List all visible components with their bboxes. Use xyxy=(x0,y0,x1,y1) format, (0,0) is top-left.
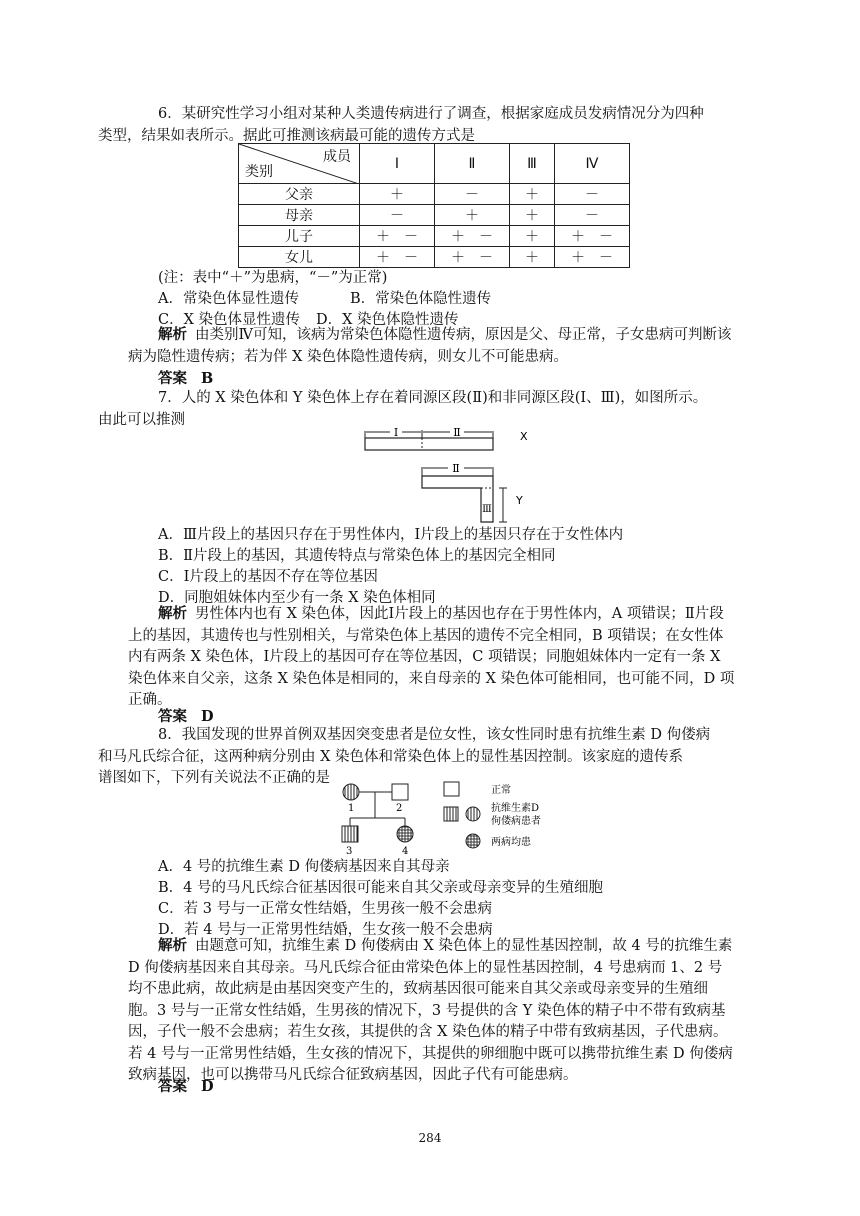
legend-rickets-label-1: 抗维生素D xyxy=(491,803,540,814)
table-row xyxy=(239,205,630,226)
table-cell: － xyxy=(555,184,630,205)
q6-analysis xyxy=(128,324,736,368)
analysis-text: 由类别Ⅳ可知，该病为常染色体隐性遗传病，原因是父、母正常，子女患病可判断该病为隐性遗传病；若为伴 X 染色体隐性遗传病，则女儿不可能患病。 xyxy=(128,327,732,365)
analysis-text: 男性体内也有 X 染色体，因此Ⅰ片段上的基因也存在于男性体内，A 项错误；Ⅱ片段上的基因，其遗传也与性别相关，与常染色体上基因的遗传不完全相同，B 项错误；在女性体内有两条 X 染色体，Ⅰ片段上的基因可存在等位基因，C 项错误；同胞姐妹体内一定有一条 X 染色体来自父亲，这条 X 染色体是相同的，来自母亲的 X 染色体可能相同，也可能不同，D 项正确。 xyxy=(128,606,735,708)
pedigree-chart xyxy=(338,778,558,856)
table-cell: ＋ xyxy=(510,184,555,205)
individual-2-male-normal xyxy=(392,784,408,800)
col-header: Ⅳ xyxy=(555,144,630,184)
individual-4-female-both xyxy=(397,826,413,842)
q7-answer xyxy=(158,705,214,726)
row-label: 父亲 xyxy=(239,184,360,205)
q7-option-d: D．同胞姐妹体内至少有一条 X 染色体相同 xyxy=(158,590,436,606)
number-1: 1 xyxy=(348,803,355,814)
answer-value: D xyxy=(201,708,214,725)
individual-3-male-affected xyxy=(342,826,358,842)
label-segment-I: Ⅰ xyxy=(393,426,399,439)
legend-rickets-label-2: 佝偻病患者 xyxy=(491,816,541,827)
table-cell: ＋ － xyxy=(555,226,630,247)
table-cell: ＋ － xyxy=(435,247,510,268)
page-number: 284 xyxy=(418,1131,442,1145)
legend-both-circle xyxy=(466,834,480,848)
table-row xyxy=(239,247,630,268)
q6-option-b: B．常染色体隐性遗传 xyxy=(350,291,492,307)
analysis-label: 解析 xyxy=(158,326,187,343)
row-label: 母亲 xyxy=(239,205,360,226)
q8-option-b: B．4 号的马凡氏综合征基因很可能来自其父亲或母亲变异的生殖细胞 xyxy=(158,880,603,896)
q8-option-d: D．若 4 号与一正常男性结婚，生女孩一般不会患病 xyxy=(158,922,493,938)
number-3: 3 xyxy=(346,846,353,856)
answer-label: 答案 xyxy=(158,1078,187,1095)
label-segment-II-x: Ⅱ xyxy=(453,426,461,439)
table-cell: ＋ xyxy=(510,226,555,247)
table-cell: － xyxy=(555,205,630,226)
answer-value: B xyxy=(201,370,214,387)
answer-label: 答案 xyxy=(158,370,187,387)
label-X: X xyxy=(520,430,528,443)
table-cell: ＋ － xyxy=(360,247,435,268)
analysis-label: 解析 xyxy=(158,937,187,954)
analysis-text: 由题意可知，抗维生素 D 佝偻病由 X 染色体上的显性基因控制，故 4 号的抗维生素 D 佝偻病基因来自其母亲。马凡氏综合征由常染色体上的显性基因控制，4 号患病而 1、2 号均不患此病，故此病是由基因突变产生的，致病基因很可能来自其父亲或母亲变异的生殖细胞。3 号与一正常女性结婚，生男孩的情况下，3 号提供的含 Y 染色体的精子中不带有致病基因，子代一般不会患病；若生女孩，其提供的含 X 染色体的精子中带有致病基因，子代患病。若 4 号与一正常男性结婚，生女孩的情况下，其提供的卵细胞中既可以携带抗维生素 D 佝偻病致病基因，也可以携带马凡氏综合征致病基因，因此子代有可能患病。 xyxy=(128,938,733,1083)
analysis-label: 解析 xyxy=(158,605,187,622)
q8-answer xyxy=(158,1075,214,1096)
label-segment-III: Ⅲ xyxy=(482,504,492,515)
q7-analysis xyxy=(128,603,736,712)
table-cell: ＋ xyxy=(510,205,555,226)
row-label: 儿子 xyxy=(239,226,360,247)
q6-option-a: A．常染色体显性遗传 xyxy=(158,291,299,307)
row-label: 女儿 xyxy=(239,247,360,268)
header-category: 类别 xyxy=(245,164,273,180)
table-row xyxy=(239,226,630,247)
col-header: Ⅲ xyxy=(510,144,555,184)
legend-both-label: 两病均患 xyxy=(491,837,531,848)
q6-note: (注：表中“＋”为患病，“－”为正常) xyxy=(158,270,388,286)
number-4: 4 xyxy=(402,846,409,856)
q8-option-c: C．若 3 号与一正常女性结婚，生男孩一般不会患病 xyxy=(158,901,493,917)
table-cell: ＋ xyxy=(510,247,555,268)
q6-option-c: C．X 染色体显性遗传 xyxy=(158,312,301,328)
label-Y: Y xyxy=(516,494,523,507)
q8-option-a: A．4 号的抗维生素 D 佝偻病基因来自其母亲 xyxy=(158,859,450,875)
table-cell: － xyxy=(435,184,510,205)
table-cell: ＋ xyxy=(360,184,435,205)
q7-option-a: A．Ⅲ片段上的基因只存在于男性体内，Ⅰ片段上的基因只存在于女性体内 xyxy=(158,527,624,543)
answer-label: 答案 xyxy=(158,708,187,725)
q6-option-d: D．X 染色体隐性遗传 xyxy=(316,312,459,328)
legend-normal-square xyxy=(444,782,459,796)
number-2: 2 xyxy=(396,803,403,814)
table-row xyxy=(239,184,630,205)
q6-table xyxy=(238,143,630,268)
legend-rickets-circle xyxy=(466,807,480,821)
individual-1-female-affected xyxy=(343,784,359,800)
table-cell: ＋ － xyxy=(555,247,630,268)
col-header: Ⅱ xyxy=(435,144,510,184)
table-header-corner xyxy=(239,144,360,184)
col-header: Ⅰ xyxy=(360,144,435,184)
q7-option-b: B．Ⅱ片段上的基因，其遗传特点与常染色体上的基因完全相同 xyxy=(158,548,556,564)
table-cell: － xyxy=(360,205,435,226)
q7-stem: 7．人的 X 染色体和 Y 染色体上存在着同源区段(Ⅱ)和非同源区段(Ⅰ、Ⅲ)，如图所示。 由此可以推测 xyxy=(98,390,708,428)
header-member: 成员 xyxy=(323,149,351,165)
label-segment-II-y: Ⅱ xyxy=(452,462,460,475)
legend-normal-label: 正常 xyxy=(491,785,511,796)
table-cell: ＋ － xyxy=(360,226,435,247)
q8-analysis xyxy=(128,935,736,1087)
table-cell: ＋ xyxy=(435,205,510,226)
q6-stem: 6．某研究性学习小组对某种人类遗传病进行了调查，根据家庭成员发病情况分为四种 类型，结果如表所示。据此可推测该病最可能的遗传方式是 xyxy=(98,106,704,144)
xy-chromosome-diagram xyxy=(360,424,540,524)
q7-option-c: C．Ⅰ片段上的基因不存在等位基因 xyxy=(158,569,378,585)
table-cell: ＋ － xyxy=(435,226,510,247)
q6-answer xyxy=(158,367,213,388)
q8-stem: 8．我国发现的世界首例双基因突变患者是位女性，该女性同时患有抗维生素 D 佝偻病 和马凡氏综合征，这两种病分别由 X 染色体和常染色体上的显性基因控制。该家庭的遗传系 谱图如下，下列有关说法不正确的是 xyxy=(98,727,711,786)
answer-value: D xyxy=(201,1078,214,1095)
legend-rickets-square xyxy=(444,807,458,821)
